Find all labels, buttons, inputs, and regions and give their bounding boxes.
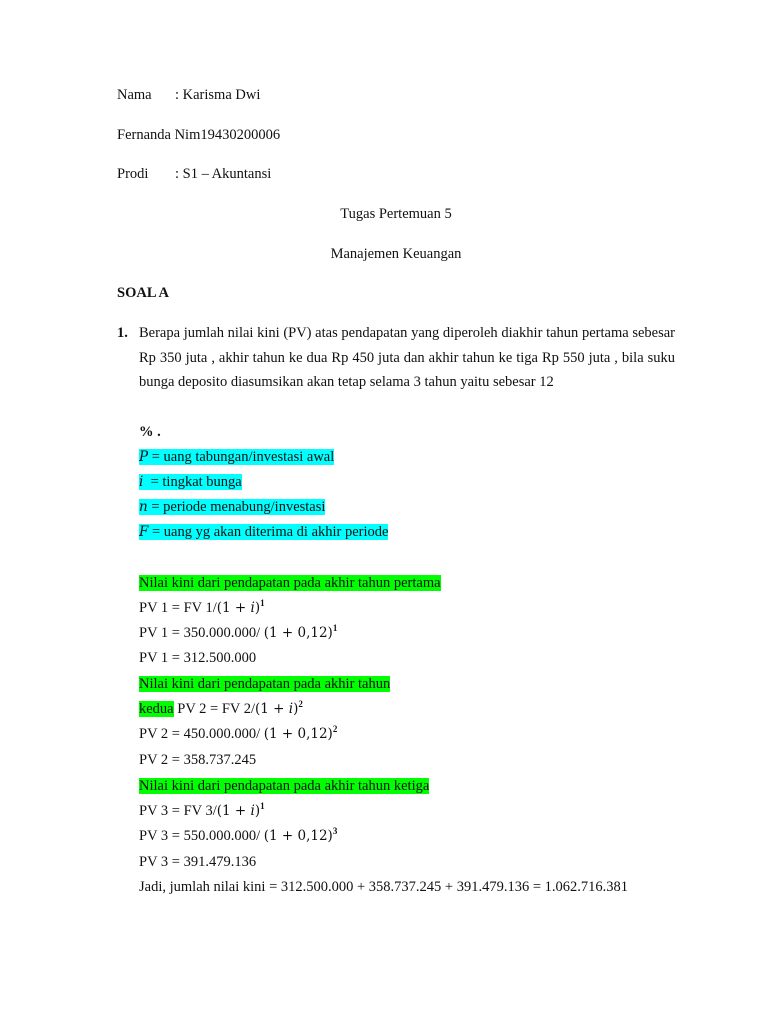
name-value: : Karisma Dwi — [175, 87, 261, 103]
part3-substitution: PV 3 = 550.000.000/ $(1 + 0,12)^3$ — [139, 826, 338, 844]
nim-line: Fernanda Nim19430200006 — [117, 127, 281, 143]
part3-heading: Nilai kini dari pendapatan pada akhir tahun ketiga — [139, 778, 430, 794]
title-line-1: Tugas Pertemuan 5 — [340, 206, 452, 222]
question-text: Berapa jumlah nilai kini (PV) atas pendapatan yang diperoleh diakhir tahun pertama sebesar Rp 350 juta , akhir tahun ke dua Rp 450 juta dan akhir tahun ke tiga Rp 550 juta , bila suku bunga deposito diasumsikan akan tetap selama 3 tahun yaitu sebesar 12 — [139, 325, 675, 390]
part2-heading: Nilai kini dari pendapatan pada akhir tahun — [139, 676, 391, 692]
title-line-2: Manajemen Keuangan — [330, 246, 462, 262]
definition-i: i = tingkat bunga — [139, 474, 242, 490]
name-line — [117, 85, 260, 105]
name-label: Nama — [117, 87, 152, 103]
part2-result: PV 2 = 358.737.245 — [139, 752, 257, 768]
part1-formula: PV 1 = FV $1/(1 + i)^1$ — [139, 598, 265, 616]
part2-formula: kedua PV 2 = FV $2/(1 + i)^2$ — [139, 699, 303, 717]
definition-f: F = uang yg akan diterima di akhir periode — [139, 524, 389, 540]
definition-p: P = uang tabungan/investasi awal — [139, 449, 335, 465]
part1-heading: Nilai kini dari pendapatan pada akhir tahun pertama — [139, 575, 441, 591]
prodi-line — [117, 164, 271, 184]
part1-substitution: PV 1 = 350.000.000/ $(1 + 0,12)^1$ — [139, 623, 338, 641]
section-heading: SOAL A — [117, 285, 169, 301]
part3-formula: PV 3 = FV $3/(1 + i)^1$ — [139, 801, 265, 819]
part3-result: PV 3 = 391.479.136 — [139, 854, 257, 870]
part2-substitution: PV 2 = 450.000.000/ $(1 + 0,12)^2$ — [139, 724, 338, 742]
question-number: 1. — [117, 325, 128, 341]
conclusion-line: Jadi, jumlah nilai kini = 312.500.000 + 358.737.245 + 391.479.136 = 1.062.716.381 — [139, 879, 629, 895]
definition-n: n = periode menabung/investasi — [139, 499, 326, 515]
prodi-label: Prodi — [117, 166, 149, 182]
question-percent: % . — [139, 424, 161, 440]
prodi-value: : S1 – Akuntansi — [175, 166, 272, 182]
part1-result: PV 1 = 312.500.000 — [139, 650, 257, 666]
